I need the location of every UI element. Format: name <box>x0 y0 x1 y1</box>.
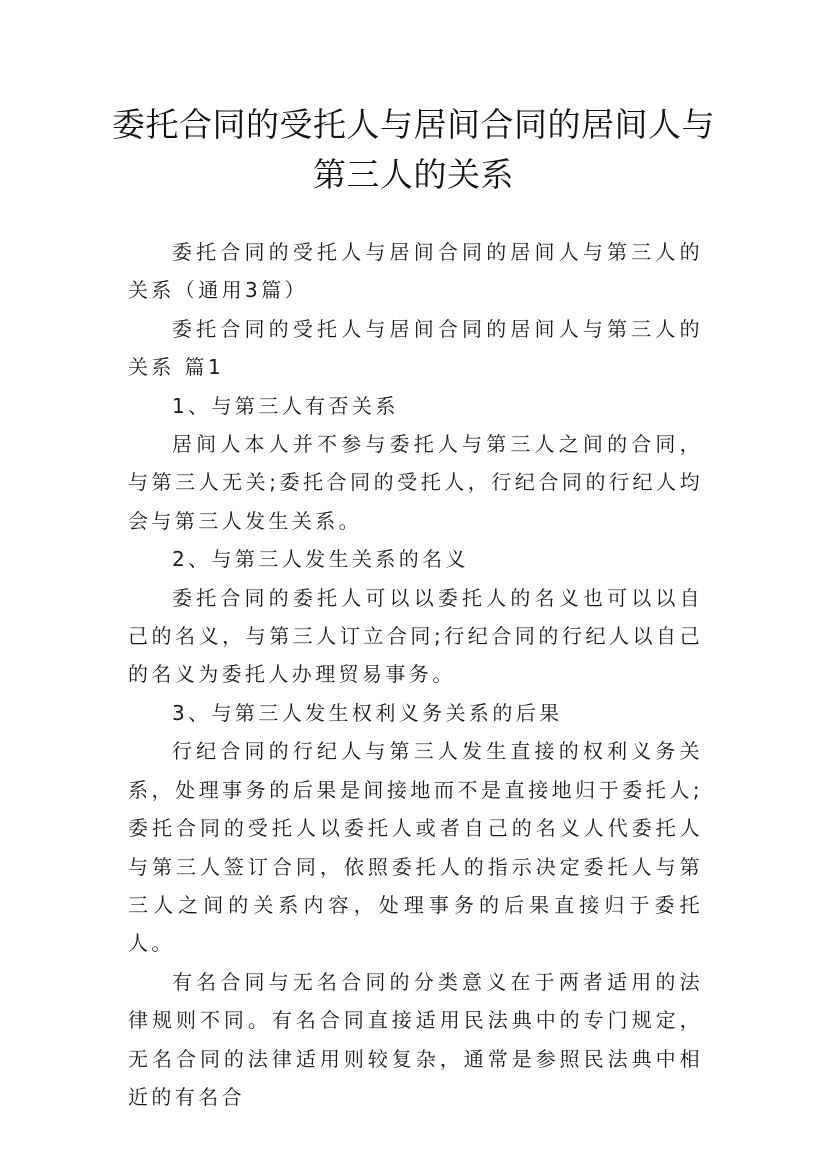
point-heading-3: 3、与第三人发生权利义务关系的后果 <box>172 700 563 725</box>
document-title <box>100 100 727 200</box>
body-paragraph: 居间人本人并不参与委托人与第三人之间的合同，与第三人无关;委托合同的受托人，行纪合同的行纪人均会与第三人发生关系。 <box>128 432 703 533</box>
title-line-1: 委托合同的受托人与居间合同的居间人与 <box>112 105 715 144</box>
body-paragraph: 行纪合同的行纪人与第三人发生直接的权利义务关系，处理事务的后果是间接地而不是直接地归于委托人;委托合同的受托人以委托人或者自己的名义人代委托人与第三人签订合同，依照委托人的指示决定委托人与第三人之间的关系内容，处理事务的后果直接归于委托人。 <box>128 739 703 956</box>
body-paragraph: 委托合同的委托人可以以委托人的名义也可以以自己的名义，与第三人订立合同;行纪合同的行纪人以自己的名义为委托人办理贸易事务。 <box>128 585 703 687</box>
body-paragraph: 有名合同与无名合同的分类意义在于两者适用的法律规则不同。有名合同直接适用民法典中的专门规定，无名合同的法律适用则较复杂，通常是参照民法典中相近的有名合 <box>128 969 703 1109</box>
point-heading-1: 1、与第三人有否关系 <box>172 393 399 418</box>
title-line-2: 第三人的关系 <box>313 155 514 194</box>
point-heading-2: 2、与第三人发生关系的名义 <box>172 547 469 572</box>
section-heading: 委托合同的受托人与居间合同的居间人与第三人的关系 篇1 <box>128 316 703 380</box>
intro-paragraph: 委托合同的受托人与居间合同的居间人与第三人的关系（通用3篇） <box>128 240 703 303</box>
document-body <box>128 233 703 1116</box>
